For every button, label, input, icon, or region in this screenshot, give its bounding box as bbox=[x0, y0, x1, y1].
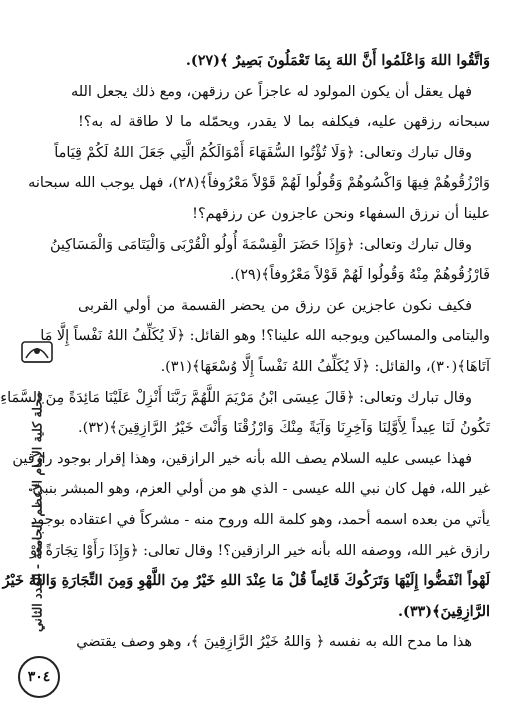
text-line: يأتي من بعده اسمه أحمد، وهو كلمة الله وروح منه - مشركاً في اعتقاده بوجود bbox=[30, 511, 490, 528]
text-line: فهل يعقل أن يكون المولود له عاجزاً عن رزقهن، ومع ذلك يجعل الله bbox=[70, 83, 472, 100]
text-line: غير الله، فهل كان نبي الله عيسى - الذي هو من أولي العزم، وهو المبشر بنبيّ bbox=[32, 481, 490, 498]
text-line: الرَّازِقِينَ﴾(٣٣). bbox=[398, 602, 490, 620]
text-line: سبحانه رزقهن عليه، فيكلفه بما لا يقدر، ويحمّله ما لا طاقة له به؟! bbox=[78, 114, 490, 131]
text-line: واليتامى والمساكين ويوجبه الله علينا؟! وهو القائل: ﴿لَا يُكَلِّفُ اللهُ نَفْساً إِلَّا مَا bbox=[40, 328, 490, 345]
text-line: وقال تبارك وتعالى: ﴿وَلَا تُؤْتُوا السُّفَهَاءَ أَمْوَالَكُمُ الَّتِي جَعَلَ اللهُ لَكُمْ قِيَاماً bbox=[54, 144, 472, 161]
text-line: وقال تبارك وتعالى: ﴿وَإِذَا حَضَرَ الْقِسْمَةَ أُولُو الْقُرْبَى وَالْيَتَامَى وَالْمَسَاكِينُ bbox=[49, 236, 472, 253]
journal-side-strip bbox=[12, 334, 62, 708]
text-line: هذا ما مدح الله به نفسه ﴿ وَاللهُ خَيْرُ الرَّازِقِينَ ﴾، وهو وصف يقتضي bbox=[76, 634, 472, 651]
text-line: فَارْزُقُوهُمْ مِنْهُ وَقُولُوا لَهُمْ قَوْلاً مَعْرُوفاً﴾(٢٩). bbox=[230, 267, 490, 284]
text-line: تَكُونُ لَنَا عِيداً لِأَوَّلِنَا وَآخِرِنَا وَآيَةً مِنْكَ وَارْزُقْنَا وَأَنْتَ خَيْرُ الرَّازِقِينَ﴾(٣٢). bbox=[78, 420, 490, 437]
text-line: فهذا عيسى عليه السلام يصف الله بأنه خير الرازقين، وهذا إقرار بوجود رازقين bbox=[12, 450, 472, 467]
text-line: فكيف نكون عاجزين عن رزق من يحضر القسمة من أولي القربى bbox=[78, 297, 472, 314]
journal-logo-icon bbox=[20, 334, 54, 368]
text-line: آتَاهَا﴾(٣٠)، والقائل: ﴿لَا يُكَلِّفُ اللهُ نَفْساً إِلَّا وُسْعَهَا﴾(٣١). bbox=[160, 358, 490, 375]
text-line: وَارْزُقُوهُمْ فِيهَا وَاكْسُوهُمْ وَقُولُوا لَهُمْ قَوْلاً مَعْرُوفاً﴾(٢٨)، فهل يوجب الله سبحانه bbox=[28, 175, 490, 192]
text-line: وَاتَّقُوا اللهَ وَاعْلَمُوا أَنَّ اللهَ بِمَا تَعْمَلُونَ بَصِيرٌ ﴾(٢٧). bbox=[185, 52, 490, 69]
text-line: لَهْواً انْفَضُّوا إِلَيْهَا وَتَرَكُوكَ قَائِماً قُلْ مَا عِنْدَ اللهِ خَيْرٌ مِنَ اللَّهْوِ وَمِنَ التِّجَارَةِ وَاللهُ خَيْرُ bbox=[2, 572, 490, 590]
page-number: ٣٠٤ bbox=[18, 656, 60, 698]
text-line: علينا أن نرزق السفهاء ونحن عاجزون عن رزقهم؟! bbox=[192, 205, 490, 222]
text-line: رازق غير الله، ووصفه الله بأنه خير الرازقين؟! وقال تعالى: ﴿وَإِذَا رَأَوْا تِجَارَةً أَوْ bbox=[29, 542, 490, 559]
journal-title: مجلة كلية الإمام الأعظم الجامعة - العدد الثاني bbox=[29, 391, 45, 632]
text-line: وقال تبارك وتعالى: ﴿قَالَ عِيسَى ابْنُ مَرْيَمَ اللَّهُمَّ رَبَّنَا أَنْزِلْ عَلَيْنَا مَائِدَةً مِنَ السَّمَاءِ bbox=[0, 389, 472, 406]
